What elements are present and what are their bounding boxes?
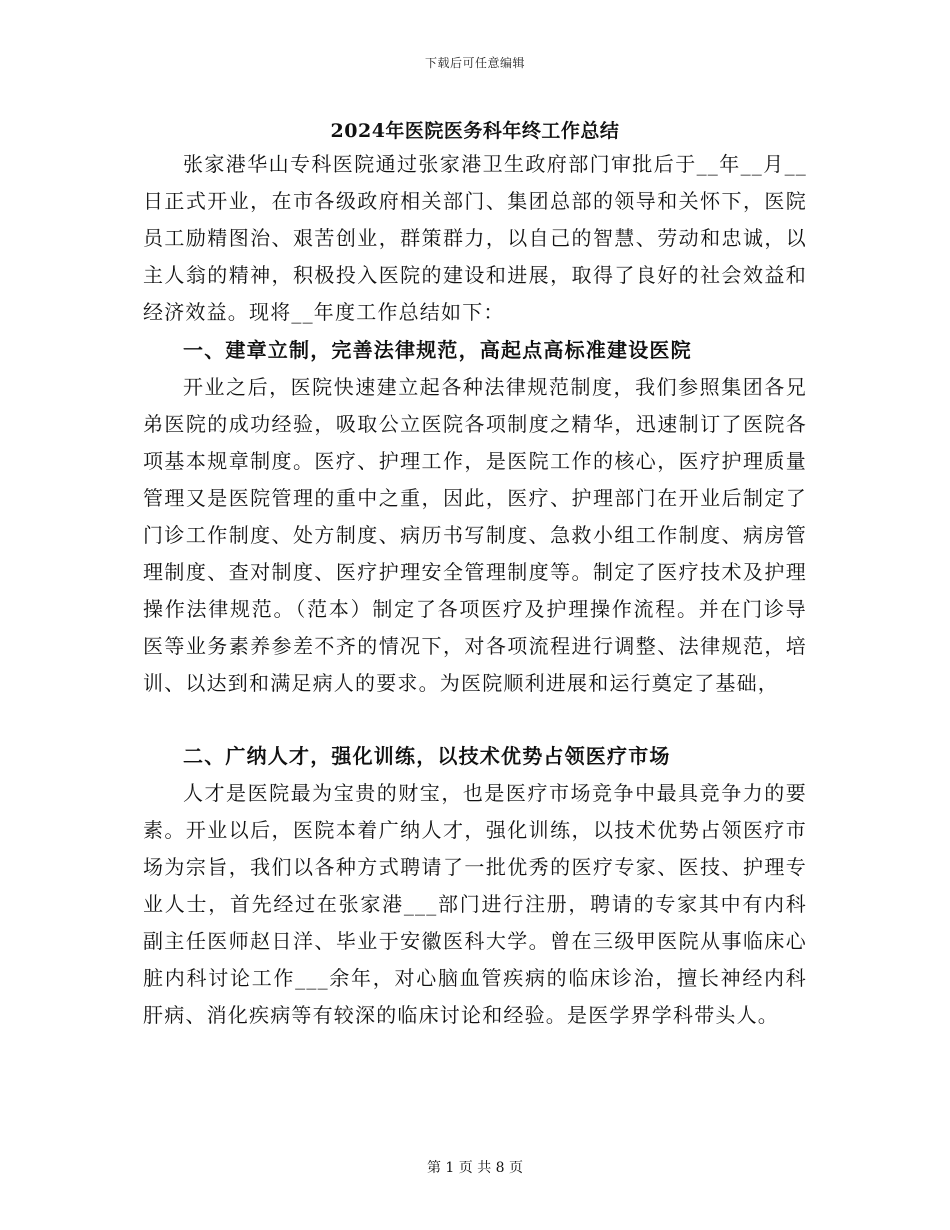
paragraph-intro: 张家港华山专科医院通过张家港卫生政府部门审批后于__年__月__日正式开业，在市各级政府相关部门、集团总部的领导和关怀下，医院员工励精图治、艰苦创业，群策群力，以自己的智慧、劳动和忠诚，以主人翁的精神，积极投入医院的建设和进展，取得了良好的社会效益和经济效益。现将__年度工作总结如下： — [143, 152, 807, 324]
paragraph-section-1: 开业之后，医院快速建立起各种法律规范制度，我们参照集团各兄弟医院的成功经验，吸取公立医院各项制度之精华，迅速制订了医院各项基本规章制度。医疗、护理工作，是医院工作的核心，医疗护理质量管理又是医院管理的重中之重，因此，医疗、护理部门在开业后制定了门诊工作制度、处方制度、病历书写制度、急救小组工作制度、病房管理制度、查对制度、医疗护理安全管理制度等。制定了医疗技术及护理操作法律规范。（范本）制定了各项医疗及护理操作流程。并在门诊导医等业务素养参差不齐的情况下，对各项流程进行调整、法律规范，培训、以达到和满足病人的要求。为医院顺利进展和运行奠定了基础， — [143, 375, 807, 695]
paragraph-section-2: 人才是医院最为宝贵的财宝，也是医疗市场竞争中最具竞争力的要素。开业以后，医院本着广纳人才，强化训练，以技术优势占领医疗市场为宗旨，我们以各种方式聘请了一批优秀的医疗专家、医技、护理专业人士，首先经过在张家港___部门进行注册，聘请的专家其中有内科副主任医师赵日洋、毕业于安徽医科大学。曾在三级甲医院从事临床心脏内科讨论工作___余年，对心脑血管疾病的临床诊治，擅长神经内科肝病、消化疾病等有较深的临床讨论和经验。是医学界学科带头人。 — [143, 781, 807, 1027]
section-heading-2: 二、广纳人才，强化训练，以技术优势占领医疗市场 — [183, 744, 671, 768]
document-title: 2024年医院医务科年终工作总结 — [330, 120, 620, 142]
header-note: 下载后可任意编辑 — [424, 56, 525, 70]
section-heading-1: 一、建章立制，完善法律规范，高起点高标准建设医院 — [183, 338, 692, 362]
page-number: 第 1 页 共 8 页 — [426, 1160, 524, 1176]
